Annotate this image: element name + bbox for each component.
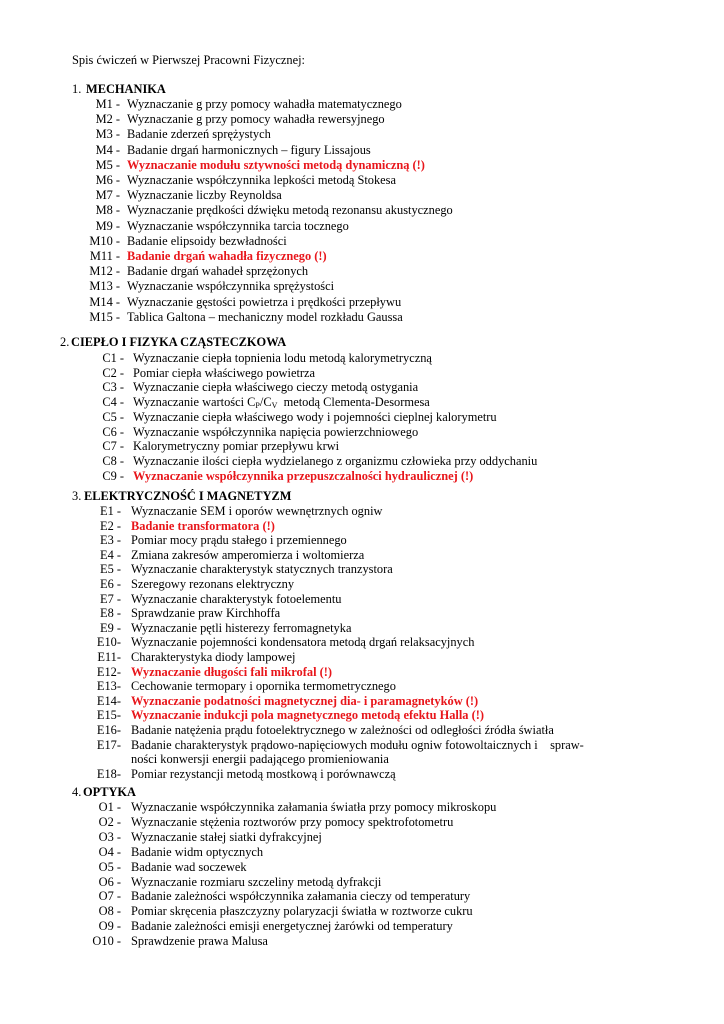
exercise-title: Pomiar ciepła właściwego powietrza — [133, 365, 316, 380]
exercise-code: E4 - — [100, 547, 121, 562]
exercise-title: Wyznaczanie stężenia roztworów przy pomocy spektrofotometru — [131, 814, 454, 829]
exercise-title — [133, 395, 430, 410]
exercise-title: Badanie zależności współczynnika załamania cieczy od temperatury — [131, 889, 471, 904]
exercise-title: Wyznaczanie ciepła właściwego wody i pojemności cieplnej kalorymetru — [133, 409, 497, 424]
exercise-code: C4 - — [102, 395, 124, 410]
exercise-title: Wyznaczanie g przy pomocy wahadła matematycznego — [127, 97, 402, 111]
exercise-code: E1 - — [100, 504, 121, 518]
exercise-title: Wyznaczanie g przy pomocy wahadła rewersyjnego — [127, 112, 385, 127]
exercise-code: E17- — [96, 737, 121, 752]
exercise-code: C5 - — [102, 409, 124, 424]
exercise-title: Badanie drgań wahadła fizycznego (!) — [127, 249, 327, 263]
exercise-title: Wyznaczanie współczynnika przepuszczalności hydraulicznej (!) — [133, 468, 474, 483]
exercise-code: E3 - — [100, 533, 121, 548]
exercise-code: E8 - — [100, 606, 121, 621]
exercise-title: Zmiana zakresów amperomierza i woltomierza — [131, 547, 365, 562]
exercise-title: Sprawdzenie prawa Malusa — [131, 934, 268, 949]
exercise-code: E18- — [96, 766, 121, 781]
exercise-code: E12- — [96, 664, 121, 679]
exercise-code: E16- — [96, 723, 121, 737]
exercise-code: M12 - — [89, 264, 120, 279]
section-number: 2. — [60, 335, 70, 349]
exercise-title: Wyznaczanie współczynnika sprężystości — [127, 279, 335, 294]
exercise-title: Wyznaczanie współczynnika tarcia tocznego — [127, 218, 349, 233]
exercise-code: O10 - — [92, 934, 121, 949]
exercise-title: Wyznaczanie współczynnika załamania światła przy pomocy mikroskopu — [131, 800, 497, 814]
exercise-title: Charakterystyka diody lampowej — [131, 650, 296, 664]
exercise-title: Wyznaczanie prędkości dźwięku metodą rezonansu akustycznego — [127, 203, 453, 218]
exercise-code: M6 - — [95, 173, 120, 187]
exercise-title: Badanie elipsoidy bezwładności — [127, 233, 287, 248]
exercise-code: E5 - — [100, 562, 121, 577]
exercise-code: O6 - — [98, 874, 121, 889]
exercise-title-part: Wyznaczanie wartości C — [133, 395, 256, 410]
exercise-title: Wyznaczanie modułu sztywności metodą dynamiczną (!) — [127, 157, 425, 172]
section-number: 1. — [72, 82, 82, 96]
exercise-code: E11- — [97, 650, 121, 664]
exercise-title: Wyznaczanie współczynnika napięcia powierzchniowego — [133, 424, 419, 439]
exercise-title: Badanie drgań wahadeł sprzężonych — [127, 264, 309, 279]
exercise-title-part: /C — [259, 395, 272, 410]
exercise-title: Wyznaczanie charakterystyk statycznych tranzystora — [131, 562, 393, 577]
exercise-title: Pomiar rezystancji metodą mostkową i porównawczą — [131, 766, 396, 781]
exercise-title: Szeregowy rezonans elektryczny — [131, 577, 295, 591]
exercise-code: E13- — [96, 679, 121, 694]
section-heading: CIEPŁO I FIZYKA CZĄSTECZKOWA — [71, 335, 287, 349]
exercise-title: Badanie widm optycznych — [131, 844, 264, 859]
exercise-title: Wyznaczanie ilości ciepła wydzielanego z organizmu człowieka przy oddychaniu — [133, 453, 538, 468]
exercise-code: M4 - — [95, 142, 120, 157]
exercise-title: Wyznaczanie indukcji pola magnetycznego metodą efektu Halla (!) — [131, 708, 484, 723]
exercise-title: Badanie drgań harmonicznych – figury Lissajous — [127, 142, 371, 157]
section-heading: MECHANIKA — [86, 82, 166, 96]
exercise-title: Wyznaczanie współczynnika lepkości metodą Stokesa — [127, 173, 396, 187]
exercise-title: Badanie zależności emisji energetycznej żarówki od temperatury — [131, 919, 453, 934]
exercise-title-continuation: ności konwersji energii padającego promieniowania — [131, 752, 389, 767]
exercise-title: Wyznaczanie gęstości powietrza i prędkości przepływu — [127, 294, 402, 309]
section-number: 3. — [72, 489, 82, 503]
exercise-code: M10 - — [89, 233, 120, 248]
exercise-code: M5 - — [95, 157, 120, 172]
exercise-title: Kalorymetryczny pomiar przepływu krwi — [133, 439, 340, 454]
section-heading: OPTYKA — [83, 785, 137, 799]
exercise-code: M7 - — [95, 188, 120, 203]
exercise-title: Wyznaczanie pojemności kondensatora metodą drgań relaksacyjnych — [131, 635, 475, 650]
exercise-code: E6 - — [100, 577, 121, 591]
exercise-title: Pomiar mocy prądu stałego i przemiennego — [131, 533, 347, 548]
exercise-code: M13 - — [89, 279, 120, 294]
exercise-code: M11 - — [89, 249, 120, 263]
exercise-code: C2 - — [102, 365, 124, 380]
exercise-code: C8 - — [102, 453, 124, 468]
exercise-code: C1 - — [102, 351, 124, 365]
exercise-code: O7 - — [98, 889, 121, 904]
exercise-title: Badanie wad soczewek — [131, 859, 247, 874]
exercise-code: O1 - — [98, 800, 121, 814]
exercise-code: E2 - — [100, 518, 121, 533]
exercise-code: E14- — [96, 693, 121, 708]
subscript-p: P — [255, 401, 260, 411]
exercise-code: M8 - — [95, 203, 120, 218]
exercise-title: Wyznaczanie charakterystyk fotoelementu — [131, 591, 342, 606]
exercise-code: O2 - — [98, 814, 121, 829]
exercise-title: Badanie charakterystyk prądowo-napięciowych modułu ogniw fotowoltaicznych i spraw- — [131, 737, 584, 752]
exercise-title: Badanie transformatora (!) — [131, 518, 275, 533]
page-title: Spis ćwiczeń w Pierwszej Pracowni Fizycznej: — [72, 53, 305, 67]
exercise-code: O5 - — [98, 859, 121, 874]
section-heading: ELEKTRYCZNOŚĆ I MAGNETYZM — [84, 489, 292, 503]
exercise-code: M1 - — [95, 97, 120, 111]
exercise-title: Sprawdzanie praw Kirchhoffa — [131, 606, 281, 621]
exercise-code: E9 - — [100, 620, 121, 635]
exercise-title: Wyznaczanie SEM i oporów wewnętrznych ogniw — [131, 504, 383, 518]
exercise-code: O3 - — [98, 829, 121, 844]
exercise-title: Wyznaczanie podatności magnetycznej dia- i paramagnetyków (!) — [131, 693, 479, 708]
exercise-code: C3 - — [102, 380, 124, 395]
exercise-code: M2 - — [95, 112, 120, 127]
exercise-code: E10- — [96, 635, 121, 650]
exercise-title: Wyznaczanie ciepła topnienia lodu metodą kalorymetryczną — [133, 351, 432, 365]
exercise-title: Badanie zderzeń sprężystych — [127, 127, 271, 142]
exercise-code: C9 - — [102, 468, 124, 483]
exercise-code: M15 - — [89, 309, 120, 324]
exercise-code: M9 - — [95, 218, 120, 233]
exercise-title: Wyznaczanie ciepła właściwego cieczy metodą ostygania — [133, 380, 419, 395]
exercise-title: Wyznaczanie rozmiaru szczeliny metodą dyfrakcji — [131, 874, 382, 889]
exercise-code: C6 - — [102, 424, 124, 439]
exercise-title: Cechowanie termopary i opornika termometrycznego — [131, 679, 396, 694]
exercise-code: O8 - — [98, 904, 121, 919]
exercise-code: O9 - — [98, 919, 121, 934]
exercise-title: Wyznaczanie stałej siatki dyfrakcyjnej — [131, 829, 322, 844]
exercise-code: C7 - — [102, 439, 124, 454]
exercise-title: Tablica Galtona – mechaniczny model rozkładu Gaussa — [127, 309, 403, 324]
exercise-title: Pomiar skręcenia płaszczyzny polaryzacji światła w roztworze cukru — [131, 904, 473, 919]
subscript-v: V — [271, 401, 278, 411]
exercise-title-part: metodą Clementa-Desormesa — [277, 395, 430, 410]
section-number: 4. — [72, 785, 82, 799]
exercise-title: Wyznaczanie pętli histerezy ferromagnetyka — [131, 620, 352, 635]
exercise-code: M3 - — [95, 127, 120, 142]
exercise-code: M14 - — [89, 294, 120, 309]
exercise-code: E15- — [96, 708, 121, 723]
exercise-title: Wyznaczanie liczby Reynoldsa — [127, 188, 282, 203]
exercise-code: E7 - — [100, 591, 121, 606]
exercise-code: O4 - — [98, 844, 121, 859]
exercise-title: Badanie natężenia prądu fotoelektrycznego w zależności od odległości źródła światła — [131, 723, 554, 737]
exercise-title: Wyznaczanie długości fali mikrofal (!) — [131, 664, 332, 679]
